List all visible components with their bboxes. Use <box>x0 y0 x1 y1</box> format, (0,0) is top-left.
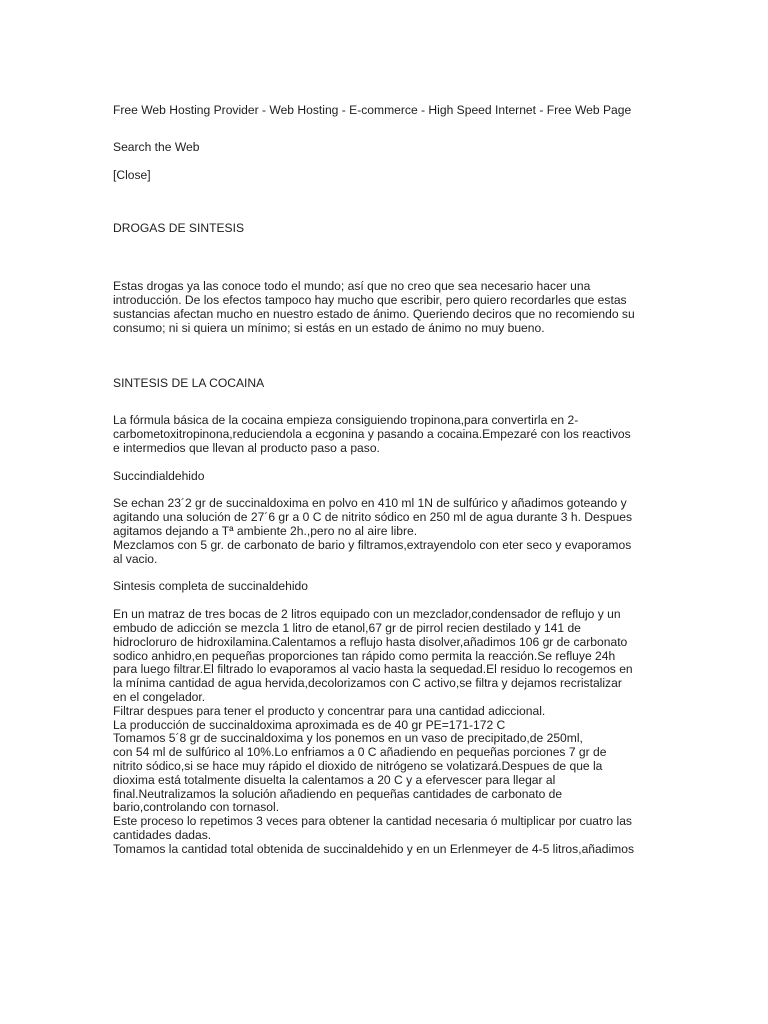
paragraph-line: Se echan 23´2 gr de succinaldoxima en polvo en 410 ml 1N de sulfúrico y añadimos goteando y <box>113 496 627 511</box>
section-intro-line: e intermedios que llevan al producto paso a paso. <box>113 440 380 455</box>
section-intro-line: La fórmula básica de la cocaina empieza consiguiendo tropinona,para convertirla en 2- <box>113 413 579 428</box>
hosting-banner-link[interactable]: Free Web Hosting Provider - Web Hosting - E-commerce - High Speed Internet - Free Web Page <box>113 103 632 117</box>
intro-line: Estas drogas ya las conoce todo el mundo; así que no creo que sea necesario hacer una <box>113 279 591 294</box>
paragraph-line: dioxima está totalmente disuelta la calentamos a 20 C y a efervescer para llegar al <box>113 772 556 787</box>
paragraph-line: Mezclamos con 5 gr. de carbonato de bario y filtramos,extrayendolo con eter seco y evaporamos <box>113 537 632 552</box>
paragraph-line: al vacio. <box>113 551 158 566</box>
paragraph-line: Tomamos 5´8 gr de succinaldoxima y los ponemos en un vaso de precipitado,de 250ml, <box>113 731 583 746</box>
paragraph-line: embudo de adicción se mezcla 1 litro de etanol,67 gr de pirrol recien destilado y 141 de <box>113 620 581 635</box>
paragraph-line: En un matraz de tres bocas de 2 litros equipado con un mezclador,condensador de reflujo y un <box>113 607 621 622</box>
paragraph-line: agitando una solución de 27´6 gr a 0 C de nitrito sódico en 250 ml de agua durante 3 h. Despues <box>113 510 633 525</box>
section-intro-paragraph <box>113 414 658 455</box>
paragraph-line: final.Neutralizamos la solución añadiendo en pequeñas cantidades de carbonato de <box>113 786 563 801</box>
section-title-cocaina: SINTESIS DE LA COCAINA <box>113 376 265 391</box>
paragraph-line: con 54 ml de sulfúrico al 10%.Lo enfriamos a 0 C añadiendo en pequeñas porciones 7 gr de <box>113 745 607 760</box>
search-the-web-link[interactable]: Search the Web <box>113 139 200 154</box>
close-link[interactable]: [Close] <box>113 167 151 182</box>
paragraph-line: bario,controlando con tornasol. <box>113 800 280 815</box>
section-intro-line: carbometoxitropinona,reduciendola a ecgonina y pasando a cocaina.Empezaré con los reactivos <box>113 426 631 441</box>
intro-paragraph <box>113 280 658 335</box>
paragraph-line: Este proceso lo repetimos 3 veces para obtener la cantidad necesaria ó multiplicar por cuatro las <box>113 814 632 829</box>
document-title: DROGAS DE SINTESIS <box>113 221 245 236</box>
paragraph-line: sodico anhidro,en pequeñas proporciones tan rápido como permita la reacción.Se refluye 24h <box>113 648 616 663</box>
paragraph-line: cantidades dadas. <box>113 827 212 842</box>
paragraph-line: Filtrar despues para tener el producto y concentrar para una cantidad adiccional. <box>113 703 546 718</box>
document-page <box>113 104 658 856</box>
sintesis-completa-paragraph <box>113 608 658 856</box>
paragraph-line: agitamos dejando a Tª ambiente 2h.,pero no al aire libre. <box>113 523 418 538</box>
paragraph-line: la mínima cantidad de agua hervida,decolorizamos con C activo,se filtra y dejamos recristalizar <box>113 676 622 691</box>
intro-line: sustancias afectan mucho en nuestro estado de ánimo. Queriendo deciros que no recomiendo su <box>113 306 635 321</box>
paragraph-line: para luego filtrar.El filtrado lo evaporamos al vacio hasta la sequedad.El residuo lo recogemos en <box>113 662 633 677</box>
intro-line: introducción. De los efectos tampoco hay mucho que escribir, pero quiero recordarles que estas <box>113 292 627 307</box>
intro-line: consumo; ni si quiera un mínimo; si estás en un estado de ánimo no muy bueno. <box>113 320 545 335</box>
paragraph-line: Tomamos la cantidad total obtenida de succinaldehido y en un Erlenmeyer de 4-5 litros,añadimos <box>113 841 635 856</box>
paragraph-line: hidrocloruro de hidroxilamina.Calentamos a reflujo hasta disolver,añadimos 106 gr de carbonato <box>113 634 628 649</box>
paragraph-line: nitrito sódico,si se hace muy rápido el dioxido de nitrógeno se volatizará.Despues de que la <box>113 758 603 773</box>
paragraph-line: en el congelador. <box>113 689 206 704</box>
succindialdehido-paragraph <box>113 497 658 566</box>
subsection-title-succindialdehido: Succindialdehido <box>113 468 205 483</box>
subsection-title-sintesis-completa: Sintesis completa de succinaldehido <box>113 579 308 594</box>
paragraph-line: La producción de succinaldoxima aproximada es de 40 gr PE=171-172 C <box>113 717 506 732</box>
